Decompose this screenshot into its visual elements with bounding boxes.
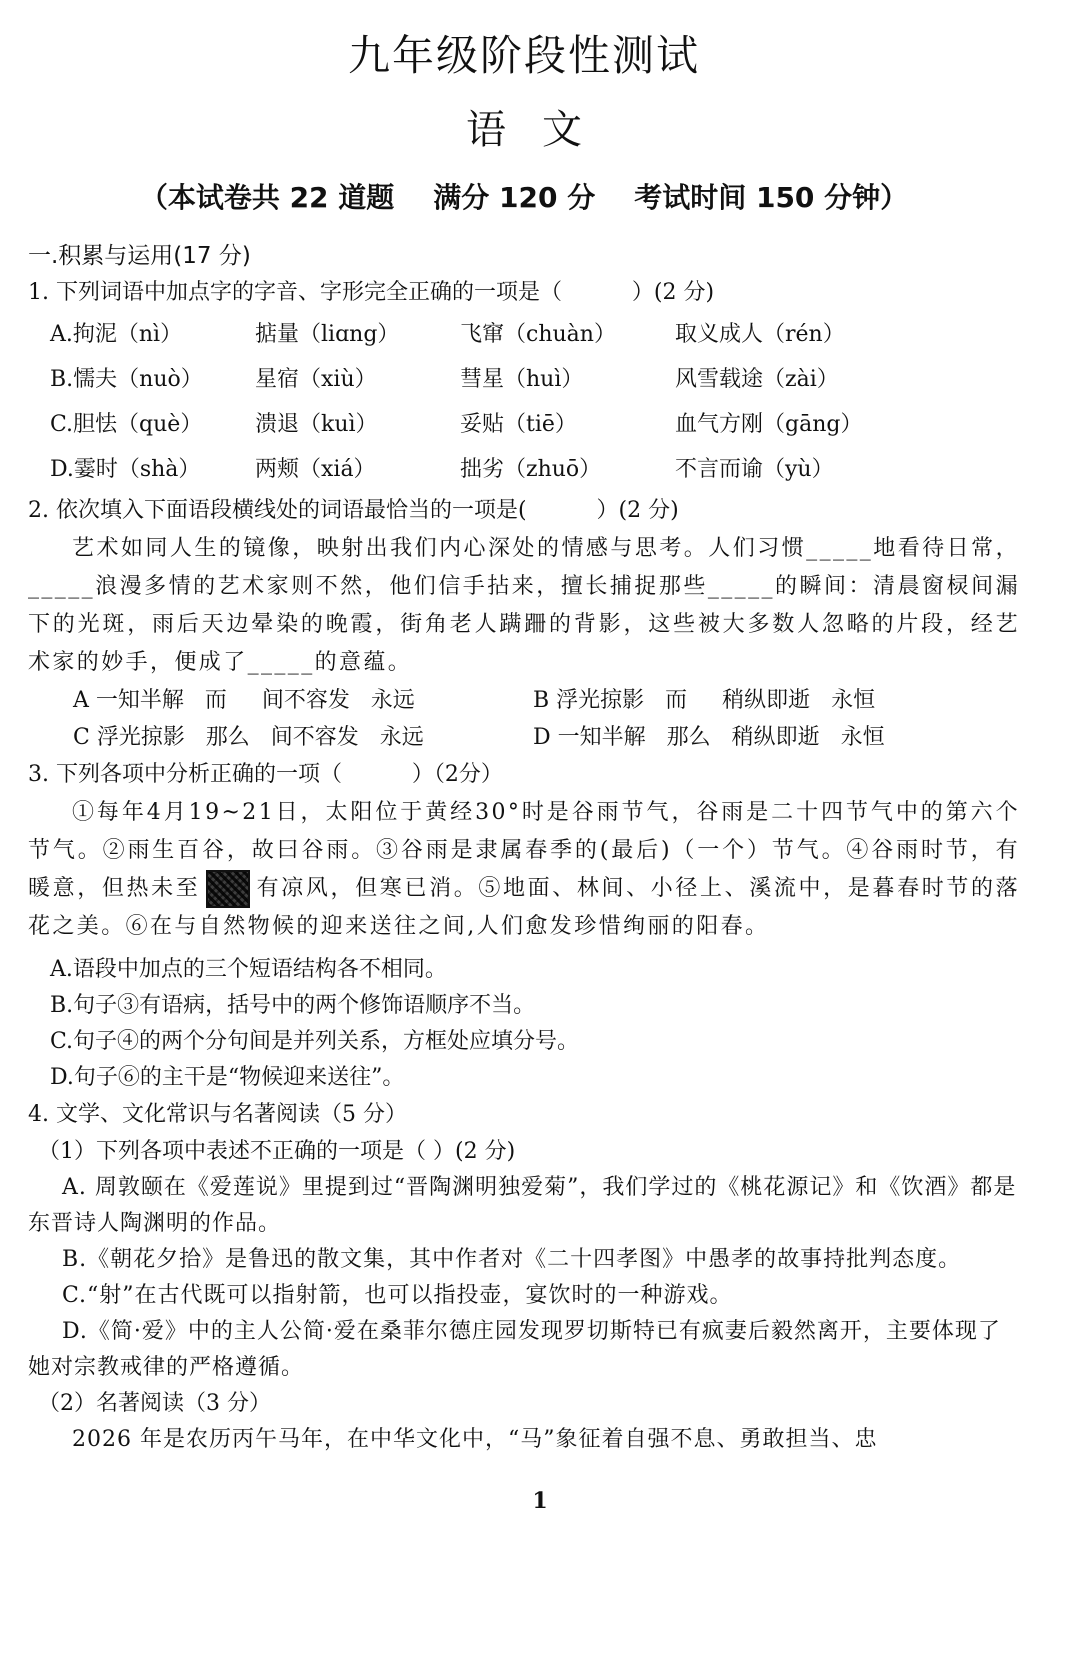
- q1-option-cell: 取义成人（rén）: [675, 322, 845, 347]
- question-2-options: [28, 682, 1020, 756]
- q1-option-cell: C.胆怯（què）: [50, 412, 203, 437]
- q1-option-cell: 掂量（liɑng）: [255, 322, 400, 347]
- q3-option-a: A.语段中加点的三个短语结构各不相同。: [50, 957, 447, 982]
- q3-passage-part-a: ①每年4月19~21日，太阳位于黄经30°时是谷雨节气，谷雨是二十四节气中的第六个节气。②雨生百谷，故曰谷雨。③谷雨是隶属春季的(最后)（一个）节气。④谷雨时节，有暖意，但热未至: [28, 800, 1020, 901]
- q1-option-cell: 拙劣（zhuō）: [460, 457, 602, 482]
- question-3-stem: 3. 下列各项中分析正确的一项（ ）（2分）: [28, 762, 503, 787]
- exam-title: 九年级阶段性测试: [347, 31, 700, 80]
- q1-option-cell: B.懦夫（nuò）: [50, 367, 203, 392]
- q1-option-cell: 飞窜（chuàn）: [460, 322, 616, 347]
- q1-option-cell: 妥贴（tiē）: [460, 412, 577, 437]
- q1-option-cell: 两颊（xiá）: [255, 457, 376, 482]
- question-1-options: [28, 312, 1020, 492]
- question-4-stem: 4. 文学、文化常识与名著阅读（5 分）: [28, 1102, 407, 1127]
- question-4-sub1: （1）下列各项中表述不正确的一项是（ ）(2 分): [38, 1139, 516, 1164]
- q3-option-b: B.句子③有语病，括号中的两个修饰语顺序不当。: [50, 993, 536, 1018]
- q4-option-b: B.《朝花夕拾》是鲁迅的散文集，其中作者对《二十四孝图》中愚孝的故事持批判态度。: [62, 1247, 962, 1272]
- q2-option-a: A 一知半解 而 间不容发 永远: [73, 688, 415, 713]
- page-number: 1: [532, 1488, 548, 1514]
- q1-option-cell: A.拘泥（nì）: [50, 322, 183, 347]
- q1-option-cell: 星宿（xiù）: [255, 367, 377, 392]
- subject-title: 语文: [466, 107, 618, 153]
- section-title: 一.积累与运用(17 分): [28, 243, 251, 269]
- q3-option-d: D.句子⑥的主干是“物候迎来送往”。: [50, 1065, 405, 1090]
- question-2-passage: 艺术如同人生的镜像，映射出我们内心深处的情感与思考。人们习惯_____地看待日常，_____浪漫多情的艺术家则不然，他们信手拈来，擅长捕捉那些_____的瞬间：清晨窗棂间漏下的光斑，雨后天边晕染的晚霞，街角老人蹒跚的背影，这些被大多数人忽略的片段，经艺术家的妙手，便成了_____的意蕴。: [28, 536, 1020, 675]
- question-3-passage: [28, 794, 1020, 946]
- q3-passage-part-b: 有凉风，但寒已消。⑤地面、林间、小径上、溪流中，是暮春时节的落花之美。⑥在与自然物候的迎来送往之间,人们愈发珍惜绚丽的阳春。: [28, 876, 1020, 939]
- q1-option-cell: D.霎时（shà）: [50, 457, 201, 482]
- q1-option-cell: 血气方刚（gāng）: [675, 412, 863, 437]
- q2-option-b: B 浮光掠影 而 稍纵即逝 永恒: [533, 688, 876, 713]
- question-4-sub2: （2）名著阅读（3 分）: [38, 1391, 271, 1416]
- q1-option-cell: 彗星（huì）: [460, 367, 584, 392]
- q1-option-cell: 不言而谕（yù）: [675, 457, 834, 482]
- answer-box-icon: [206, 870, 250, 908]
- q1-option-cell: 溃退（kuì）: [255, 412, 378, 437]
- exam-info: （本试卷共 22 道题 满分 120 分 考试时间 150 分钟）: [139, 181, 909, 214]
- q3-option-c: C.句子④的两个分句间是并列关系，方框处应填分号。: [50, 1029, 580, 1054]
- q4-option-c: C.“射”在古代既可以指射箭，也可以指投壶，宴饮时的一种游戏。: [62, 1283, 733, 1308]
- q2-option-d: D 一知半解 那么 稍纵即逝 永恒: [533, 725, 885, 750]
- q4-passage: 2026 年是农历丙午马年，在中华文化中，“马”象征着自强不息、勇敢担当、忠: [72, 1427, 878, 1452]
- question-1-stem: 1. 下列词语中加点字的字音、字形完全正确的一项是（ ）(2 分): [28, 280, 715, 305]
- q2-option-c: C 浮光掠影 那么 间不容发 永远: [73, 725, 424, 750]
- q4-option-a: A. 周敦颐在《爱莲说》里提到过“晋陶渊明独爱菊”，我们学过的《桃花源记》和《饮酒》都是东晋诗人陶渊明的作品。: [28, 1175, 1017, 1236]
- q1-option-cell: 风雪载途（zài）: [675, 367, 839, 392]
- question-2-stem: 2. 依次填入下面语段横线处的词语最恰当的一项是( ）(2 分): [28, 498, 679, 523]
- q4-option-d: D.《简·爱》中的主人公简·爱在桑菲尔德庄园发现罗切斯特已有疯妻后毅然离开，主要体现了她对宗教戒律的严格遵循。: [28, 1319, 1001, 1380]
